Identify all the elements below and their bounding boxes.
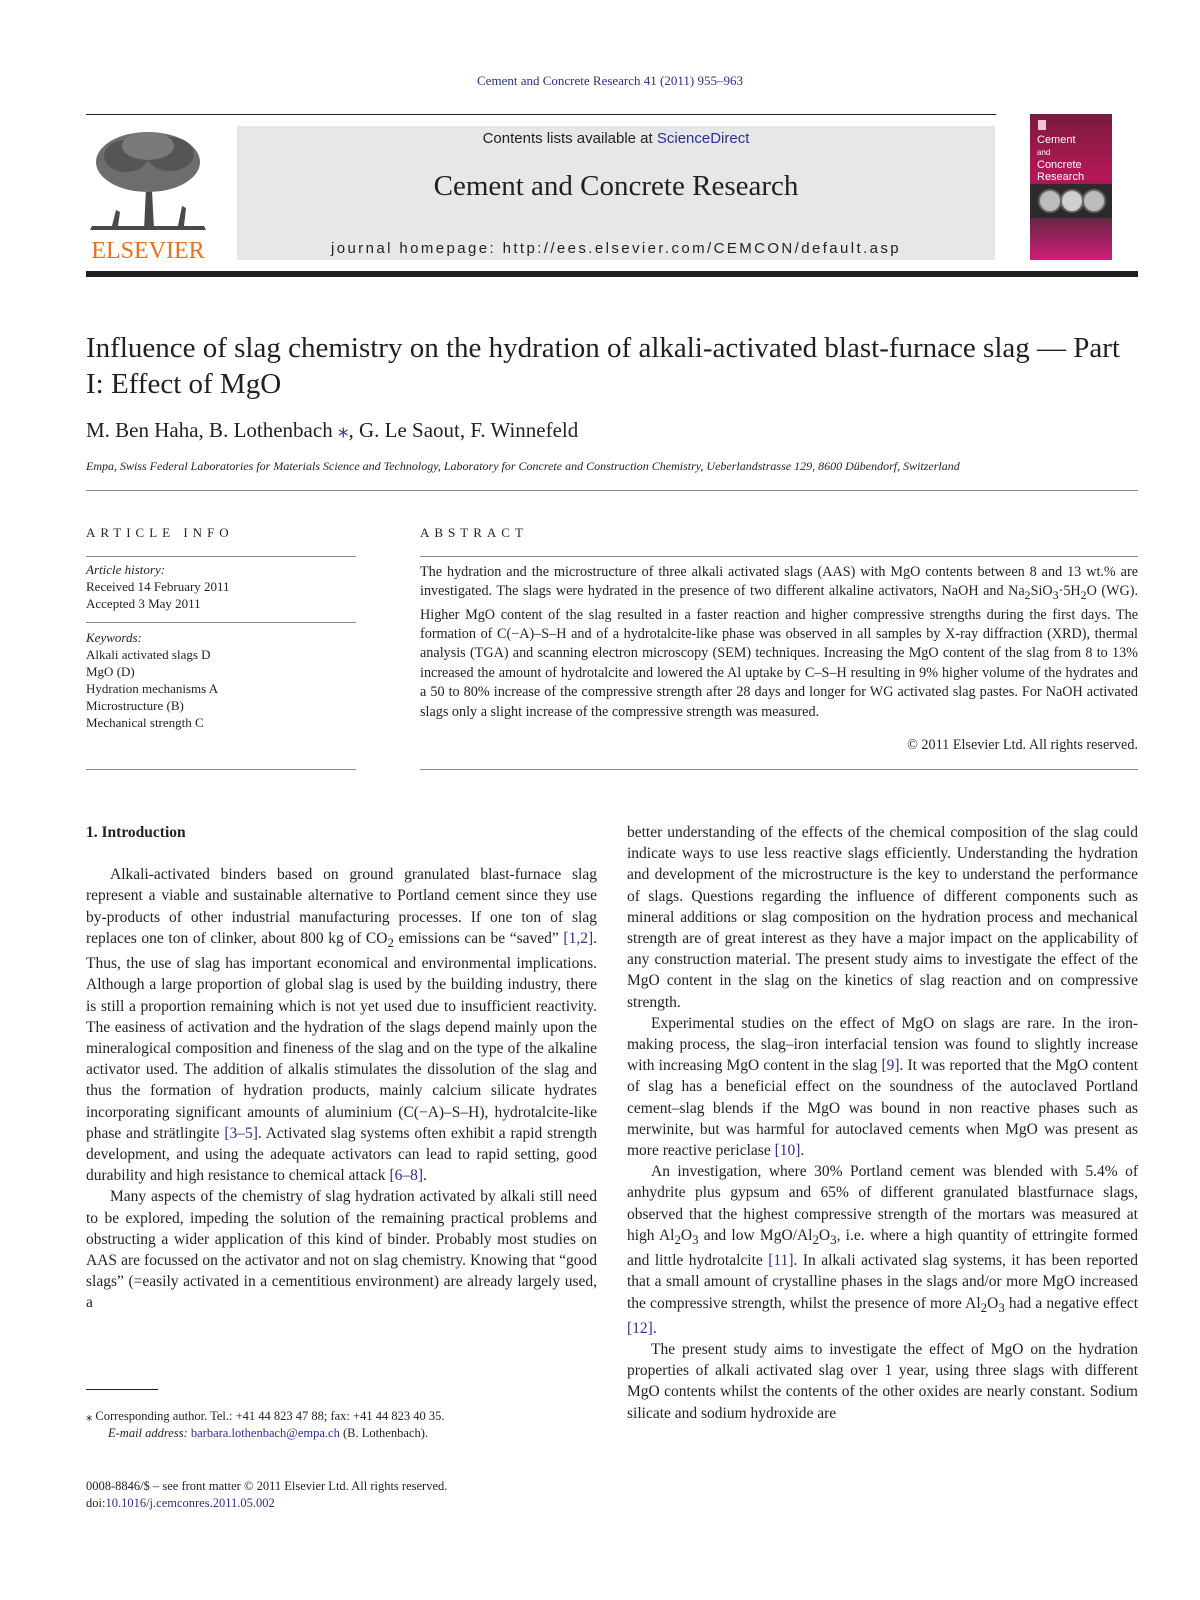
citation-link[interactable]: [9] bbox=[881, 1057, 900, 1075]
keyword: Mechanical strength C bbox=[86, 715, 204, 730]
doi-prefix: doi: bbox=[86, 1496, 106, 1510]
subscript: 2 bbox=[387, 934, 394, 950]
abstract-part: ·5H bbox=[1058, 583, 1081, 600]
email-link[interactable]: barbara.lothenbach@empa.ch bbox=[190, 1426, 340, 1440]
history-label: Article history: bbox=[86, 562, 166, 577]
paragraph-text: had a negative effect bbox=[1004, 1294, 1139, 1312]
subscript: 3 bbox=[998, 1299, 1005, 1315]
cover-title-line: Research bbox=[1037, 171, 1085, 183]
paragraph: The present study aims to investigate the effect of MgO on the hydration properties of alkali activated slag over 1 year, using three slags with different MgO contents whilst the contents of the other oxides are nearly constant. Sodium silicate and sodium hydroxide are bbox=[627, 1341, 1138, 1422]
keyword: Microstructure (B) bbox=[86, 698, 184, 713]
cover-title bbox=[1037, 134, 1109, 183]
paragraph-text: An investigation, where 30% Portland cement was blended with 5.4% of anhydrite plus gypsum and 65% of different granulated blastfurnace slags, observed that the highest compressive strength of the mortars was measured at high Al bbox=[627, 1163, 1138, 1244]
keyword: Hydration mechanisms A bbox=[86, 681, 219, 696]
body-right-column bbox=[627, 822, 1138, 1424]
subscript: 2 bbox=[1080, 588, 1087, 603]
contents-prefix: Contents lists available at bbox=[482, 130, 657, 147]
corresponding-author-footnote bbox=[86, 1408, 606, 1442]
author-list bbox=[86, 418, 578, 443]
paragraph-text: . bbox=[800, 1142, 805, 1160]
citation-link[interactable]: [6–8] bbox=[389, 1167, 424, 1185]
journal-homepage[interactable]: journal homepage: http://ees.elsevier.com/CEMCON/default.asp bbox=[330, 240, 902, 257]
keywords-block bbox=[86, 629, 356, 731]
subscript: 3 bbox=[830, 1231, 837, 1247]
subscript: 3 bbox=[1052, 588, 1059, 603]
paragraph-text: O bbox=[987, 1294, 999, 1312]
header-thick-rule bbox=[86, 271, 1138, 277]
paragraph: Many aspects of the chemistry of slag hydration activated by alkali still need to be explored, impeding the solution of the remaining practical problems and obstructing a wider application of this kind of binder. Probably most studies on AAS are focussed on the activator and not on slag chemistry. Knowing that “good slags” (=easily activated in a cementitious environment) are already largely used, a bbox=[86, 1188, 597, 1312]
abstract-text bbox=[420, 563, 1138, 722]
paragraph bbox=[627, 1013, 1138, 1161]
subscript: 2 bbox=[812, 1231, 819, 1247]
paragraph-text: . Activated slag systems often exhibit a rapid strength development, and using the adequate activators can lead to rapid setting, good durability and high resistance to chemical attack bbox=[86, 1124, 598, 1185]
accepted-date: Accepted 3 May 2011 bbox=[86, 596, 201, 611]
abstract-bottom-rule bbox=[420, 769, 1138, 770]
subscript: 2 bbox=[980, 1299, 988, 1315]
elsevier-logo[interactable] bbox=[86, 126, 210, 264]
keyword: MgO (D) bbox=[86, 664, 135, 679]
abstract-part: SiO bbox=[1030, 583, 1053, 600]
keyword: Alkali activated slags D bbox=[86, 647, 211, 662]
paragraph-text: O bbox=[680, 1226, 693, 1244]
issn-line: 0008-8846/$ – see front matter © 2011 Elsevier Ltd. All rights reserved. bbox=[86, 1479, 448, 1493]
paragraph bbox=[86, 864, 597, 1186]
citation-link[interactable]: [11] bbox=[768, 1252, 794, 1270]
authors-after-star: , G. Le Saout, F. Winnefeld bbox=[348, 418, 579, 442]
elsevier-wordmark: ELSEVIER bbox=[91, 238, 205, 264]
received-date: Received 14 February 2011 bbox=[86, 579, 230, 594]
keywords-label: Keywords: bbox=[86, 630, 142, 645]
footnote-rule bbox=[86, 1389, 158, 1390]
footnote-contact: ⁎ Corresponding author. Tel.: +41 44 823 47 88; fax: +41 44 823 40 35. bbox=[86, 1409, 445, 1423]
doi-link[interactable]: 10.1016/j.cemconres.2011.05.002 bbox=[105, 1496, 275, 1510]
article-history bbox=[86, 561, 356, 612]
paragraph-text: , i.e. where a high quantity of ettringite formed and little hydrotalcite bbox=[627, 1226, 1139, 1270]
paragraph-text: Experimental studies on the effect of MgO on slags are rare. In the iron-making process, the slag–iron interfacial tension was found to slightly increase with increasing MgO content in the slag bbox=[627, 1014, 1138, 1075]
paragraph-text: . bbox=[652, 1319, 657, 1337]
abstract-part: The hydration and the microstructure of three alkali activated slags (AAS) with MgO contents between 8 and 13 wt.% are investigated. The slags were hydrated in the presence of two different alkaline activators, NaOH and Na bbox=[420, 564, 1138, 600]
paragraph-text: and low MgO/Al bbox=[698, 1226, 813, 1244]
corresponding-author-star[interactable]: ⁎ bbox=[337, 418, 349, 442]
paragraph-text: emissions can be “saved” bbox=[393, 929, 564, 947]
email-suffix: (B. Lothenbach). bbox=[339, 1426, 428, 1440]
paragraph-text: . bbox=[423, 1167, 427, 1185]
email-label: E-mail address: bbox=[108, 1426, 191, 1440]
abstract-copyright: © 2011 Elsevier Ltd. All rights reserved. bbox=[907, 737, 1138, 753]
paragraph bbox=[627, 1161, 1138, 1339]
article-title: Influence of slag chemistry on the hydration of alkali-activated blast-furnace slag — Part I: Effect of MgO bbox=[86, 332, 1120, 400]
body-left-column bbox=[86, 822, 597, 1314]
subscript: 2 bbox=[674, 1231, 681, 1247]
paragraph-text: O bbox=[818, 1226, 831, 1244]
header-top-rule bbox=[86, 114, 996, 115]
elsevier-tree-icon bbox=[86, 126, 210, 264]
title-bottom-rule bbox=[86, 490, 1138, 491]
paragraph-text: . It was reported that the MgO content of slag has a beneficial effect on the soundness of the autoclaved Portland cement–slag blends if the MgO was bound in non reactive phases such as merwinite, but was harmful for autoclaved cements when MgO was present as more reactive periclase bbox=[627, 1057, 1138, 1160]
footnote-email-line bbox=[86, 1425, 606, 1442]
paragraph: better understanding of the effects of the chemical composition of the slag could indicate ways to use less reactive slags efficiently. Understanding the hydration and development of the microstructure is the key to understand the performance of slags. Questions regarding the influence of different components such as mineral additions or slag composition on the hydration process and mechanical strength are of great interest as they have a major impact on the applicability of any construction material. The present study aims to investigate the effect of the MgO content in the slag on the kinetics of slag reaction and on compressive strength. bbox=[627, 824, 1138, 1011]
cover-title-line bbox=[1037, 146, 1109, 159]
citation-link[interactable]: [12] bbox=[627, 1319, 653, 1337]
cover-title-line: Concrete bbox=[1037, 159, 1082, 171]
paragraph-text: Alkali-activated binders based on ground granulated blast-furnace slag represent a viable and sustainable alternative to Portland cement since they use by-products of other industrial manufacturing processes. If one ton of slag replaces one ton of clinker, about 800 kg of CO bbox=[86, 866, 597, 947]
doi-line bbox=[86, 1495, 606, 1512]
contents-line bbox=[237, 130, 995, 147]
cover-title-line: Cement bbox=[1037, 134, 1076, 146]
journal-citation[interactable]: Cement and Concrete Research 41 (2011) 955–963 bbox=[477, 73, 743, 88]
article-info-rule bbox=[86, 556, 356, 557]
front-matter bbox=[86, 1478, 606, 1512]
abstract-heading: ABSTRACT bbox=[420, 525, 528, 540]
journal-name: Cement and Concrete Research bbox=[433, 170, 799, 202]
paragraph-text: . In alkali activated slag systems, it has been reported that a small amount of crystalline phases in the slags and/or more MgO increased the compressive strength, whilst the presence of more Al bbox=[627, 1252, 1138, 1312]
article-info-heading: ARTICLE INFO bbox=[86, 525, 234, 540]
subscript: 2 bbox=[1024, 588, 1031, 603]
subscript: 3 bbox=[692, 1231, 699, 1247]
abstract-part: O (WG). Higher MgO content of the slag resulted in a faster reaction and higher compressive strengths during the first days. The formation of C(−A)–S–H and of a hydrotalcite-like phase was observed in all samples by X-ray diffraction (XRD), thermal analysis (TGA) and scanning electron microscopy (SEM) techniques. Increasing the MgO content of the slag from 8 to 13% increased the amount of hydrotalcite and lowered the Al uptake by C–S–H resulting in 9% higher volume of the hydrates and a 50 to 80% increase of the compressive strength after 28 days and longer for WG activated slag pastes. For NaOH activated slags only a slight increase of the compressive strength was measured. bbox=[420, 583, 1138, 720]
citation-link[interactable]: [10] bbox=[774, 1142, 801, 1160]
authors-before-star: M. Ben Haha, B. Lothenbach bbox=[86, 418, 338, 442]
history-rule bbox=[86, 622, 356, 623]
citation-link[interactable]: [3–5] bbox=[224, 1124, 258, 1142]
section-heading-introduction: 1. Introduction bbox=[86, 824, 186, 841]
keywords-bottom-rule bbox=[86, 769, 356, 770]
cover-title-word: and bbox=[1037, 148, 1051, 157]
affiliation: Empa, Swiss Federal Laboratories for Materials Science and Technology, Laboratory for Concrete and Construction Chemistry, Ueberlandstrasse 129, 8600 Dübendorf, Switzerland bbox=[86, 459, 960, 473]
abstract-rule bbox=[420, 556, 1138, 557]
citation-link[interactable]: [1,2] bbox=[563, 929, 594, 947]
sciencedirect-link[interactable]: ScienceDirect bbox=[656, 130, 750, 147]
paragraph-text: . Thus, the use of slag has important economical and environmental implications. Although a large proportion of global slag is used by the building industry, there is still a proportion remaining which is not yet used due to insufficient reactivity. The easiness of activation and the hydration of the slags depend mainly upon the mineralogical composition and fineness of the slag and on the type of the alkaline activator used. The addition of alkalis stimulates the dissolution of the slag and thus the formation of hydration products, mainly calcium silicate hydrates incorporating significant amounts of aluminium (C(−A)–S–H), hydrotalcite-like phase and strätlingite bbox=[86, 929, 597, 1142]
